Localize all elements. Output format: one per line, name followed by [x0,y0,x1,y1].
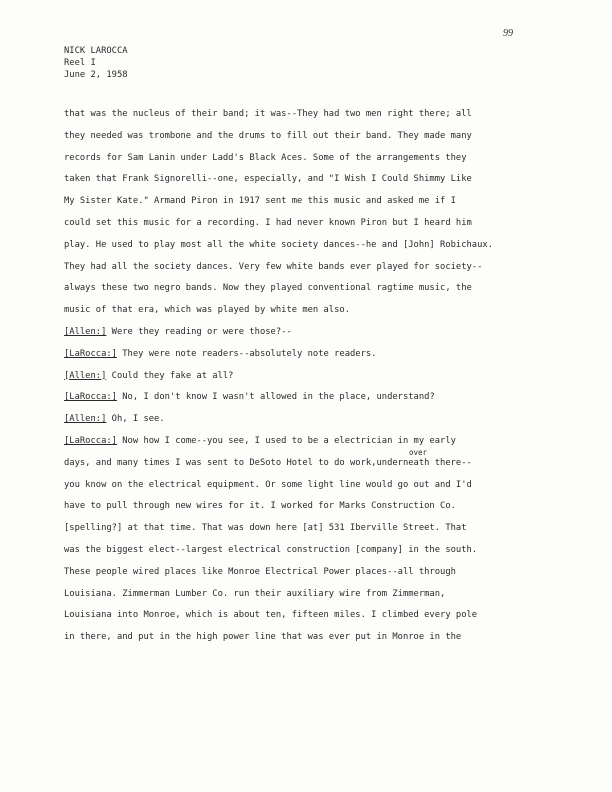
text-line: They had all the society dances. Very few white bands ever played for society-- [64,261,483,272]
speech-text: Now how I come--you see, I used to be a electrician in my early [116,435,456,446]
text-line: that was the nucleus of their band; it was--They had two men right there; all [64,109,472,119]
text-line: Louisiana. Zimmerman Lumber Co. run their auxiliary wire from Zimmerman, [64,588,446,599]
speaker-label: [LaRocca:] [64,435,117,446]
speaker-label: [LaRocca:] [64,392,117,403]
speaker-label: [Allen:] [64,370,107,381]
text-line: My Sister Kate." Armand Piron in 1917 sent me this music and asked me if I [64,196,456,207]
text-line: play. He used to play most all the white society dances--he and [John] Robichaux. [64,239,493,250]
exchange-line [64,413,554,435]
text-line: could set this music for a recording. I had never known Piron but I heard him [64,217,472,228]
exchange-line [64,370,554,392]
speaker-label: [LaRocca:] [64,348,117,359]
exchange-line [64,435,554,457]
final-exchange [64,435,554,653]
exchange-line [64,391,554,413]
text-line: Louisiana into Monroe, which is about ten, fifteen miles. I climbed every pole [64,610,478,621]
reel-label: Reel I [64,58,96,68]
speech-text: Could they fake at all? [106,370,234,381]
text-line: days, and many times I was sent to DeSoto Hotel to do work,underneath there-- [64,457,472,468]
speaker-label: [Allen:] [64,326,107,337]
interviewee-name: NICK LAROCCA [64,46,128,56]
text-line: always these two negro bands. Now they played conventional ragtime music, the [64,283,472,294]
page-number: 99 [503,28,513,39]
text-line: was the biggest elect--largest electrical construction [company] in the south. [64,544,478,555]
text-line: music of that era, which was played by white men also. [64,305,350,316]
text-line: you know on the electrical equipment. Or some light line would go out and I'd [64,479,472,490]
exchange-line [64,348,554,370]
text-line: These people wired places like Monroe Electrical Power places--all through [64,566,456,577]
text-line: have to pull through new wires for it. I worked for Marks Construction Co. [64,501,456,512]
speech-text: Were they reading or were those?-- [106,326,292,337]
text-line: they needed was trombone and the drums to fill out their band. They made many [64,130,472,141]
interview-date: June 2, 1958 [64,70,128,80]
text-line-with-insertion [64,447,554,479]
text-line: records for Sam Lanin under Ladd's Black Aces. Some of the arrangements they [64,152,467,163]
speech-text: No, I don't know I wasn't allowed in the place, understand? [116,392,435,403]
text-line: in there, and put in the high power line that was ever put in Monroe in the [64,632,462,643]
exchange-line [64,326,554,348]
speech-text: They were note readers--absolutely note readers. [116,348,377,359]
transcript-header [64,45,128,81]
speech-text: Oh, I see. [106,414,165,425]
text-line: [spelling?] at that time. That was down here [at] 531 Iberville Street. That [64,523,467,534]
text-line: taken that Frank Signorelli--one, especially, and "I Wish I Could Shimmy Like [64,174,472,185]
transcript-body [64,108,554,653]
handwritten-insertion: over [409,447,428,457]
paragraph-1 [64,108,554,326]
speaker-label: [Allen:] [64,414,107,425]
